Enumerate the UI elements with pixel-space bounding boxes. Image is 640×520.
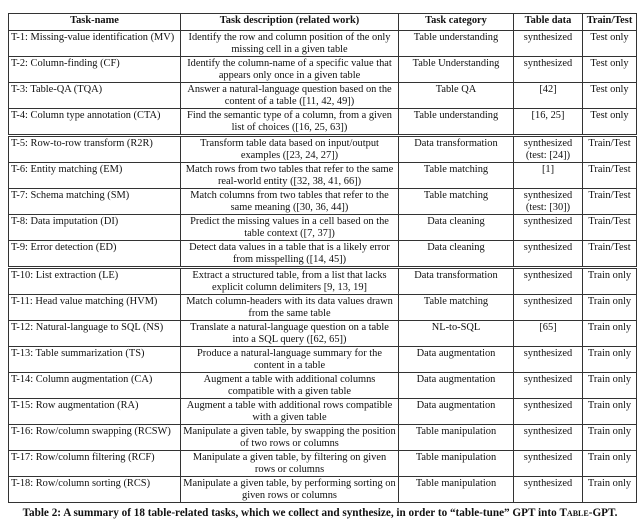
train-test-cell: Test only (583, 109, 637, 136)
task-name-cell: T-7: Schema matching (SM) (9, 189, 181, 215)
train-test-cell: Train only (583, 321, 637, 347)
table-data-cell: synthesized (514, 295, 583, 321)
task-description-cell: Manipulate a given table, by swapping the position of two rows or columns (181, 425, 399, 451)
task-summary-table (8, 13, 637, 503)
task-description-cell: Detect data values in a table that is a likely error from misspelling ([14, 45]) (181, 241, 399, 268)
table-row (9, 295, 637, 321)
task-category-cell: Table QA (399, 83, 514, 109)
task-name-cell: T-16: Row/column swapping (RCSW) (9, 425, 181, 451)
task-name-cell: T-14: Column augmentation (CA) (9, 373, 181, 399)
task-name-cell: T-3: Table-QA (TQA) (9, 83, 181, 109)
task-category-cell: Data cleaning (399, 241, 514, 268)
table-data-cell: [1] (514, 163, 583, 189)
train-test-cell: Test only (583, 57, 637, 83)
train-test-cell: Train only (583, 477, 637, 503)
task-category-cell: Data transformation (399, 136, 514, 163)
task-name-cell: T-2: Column-finding (CF) (9, 57, 181, 83)
table-data-cell: synthesized (514, 477, 583, 503)
table-data-cell: synthesized (514, 57, 583, 83)
task-category-cell: Table matching (399, 163, 514, 189)
task-description-cell: Transform table data based on input/output examples ([23, 24, 27]) (181, 136, 399, 163)
table-data-cell: [16, 25] (514, 109, 583, 136)
task-description-cell: Manipulate a given table, by performing sorting on given rows or columns (181, 477, 399, 503)
header-task-name: Task-name (9, 14, 181, 31)
task-category-cell: Table matching (399, 295, 514, 321)
task-category-cell: Table understanding (399, 31, 514, 57)
table-data-cell: synthesized (514, 399, 583, 425)
train-test-cell: Train only (583, 373, 637, 399)
task-name-cell: T-1: Missing-value identification (MV) (9, 31, 181, 57)
task-name-cell: T-12: Natural-language to SQL (NS) (9, 321, 181, 347)
train-test-cell: Train/Test (583, 189, 637, 215)
task-category-cell: Data augmentation (399, 347, 514, 373)
train-test-cell: Train/Test (583, 163, 637, 189)
table-row (9, 163, 637, 189)
table-data-cell: synthesized (514, 241, 583, 268)
table-row (9, 57, 637, 83)
task-name-cell: T-9: Error detection (ED) (9, 241, 181, 268)
header-task-description: Task description (related work) (181, 14, 399, 31)
train-test-cell: Train/Test (583, 215, 637, 241)
task-description-cell: Manipulate a given table, by filtering on given rows or columns (181, 451, 399, 477)
table-data-cell: synthesized (514, 425, 583, 451)
table-row (9, 136, 637, 163)
train-test-cell: Train only (583, 295, 637, 321)
table-row (9, 189, 637, 215)
task-name-cell: T-18: Row/column sorting (RCS) (9, 477, 181, 503)
header-table-data: Table data (514, 14, 583, 31)
task-description-cell: Match columns from two tables that refer to the same meaning ([30, 36, 44]) (181, 189, 399, 215)
train-test-cell: Train only (583, 347, 637, 373)
task-description-cell: Augment a table with additional rows compatible with a given table (181, 399, 399, 425)
table-row (9, 347, 637, 373)
task-category-cell: Table manipulation (399, 451, 514, 477)
task-category-cell: Table understanding (399, 109, 514, 136)
task-description-cell: Identify the column-name of a specific value that appears only once in a given table (181, 57, 399, 83)
task-category-cell: Data cleaning (399, 215, 514, 241)
table-body (9, 31, 637, 503)
table-row (9, 373, 637, 399)
task-description-cell: Translate a natural-language question on a table into a SQL query ([62, 65]) (181, 321, 399, 347)
task-category-cell: Data augmentation (399, 399, 514, 425)
task-name-cell: T-17: Row/column filtering (RCF) (9, 451, 181, 477)
task-description-cell: Identify the row and column position of the only missing cell in a given table (181, 31, 399, 57)
task-category-cell: Table matching (399, 189, 514, 215)
task-name-cell: T-4: Column type annotation (CTA) (9, 109, 181, 136)
table-data-cell: synthesized (514, 451, 583, 477)
task-category-cell: Table manipulation (399, 425, 514, 451)
task-name-cell: T-6: Entity matching (EM) (9, 163, 181, 189)
table-data-cell: synthesized (514, 373, 583, 399)
task-category-cell: Table Understanding (399, 57, 514, 83)
table-data-cell: synthesized (514, 31, 583, 57)
task-description-cell: Answer a natural-language question based on the content of a table ([11, 42, 49]) (181, 83, 399, 109)
table-data-cell: synthesized (514, 347, 583, 373)
caption-text: Table 2: A summary of 18 table-related tasks, which we collect and synthesize, in order to “table-tune” GPT into (22, 507, 560, 519)
table-row (9, 83, 637, 109)
table-row (9, 399, 637, 425)
train-test-cell: Train only (583, 268, 637, 295)
train-test-cell: Test only (583, 83, 637, 109)
task-description-cell: Match column-headers with its data values drawn from the same table (181, 295, 399, 321)
task-category-cell: Data augmentation (399, 373, 514, 399)
table-row (9, 477, 637, 503)
caption-system-name: Table-GPT. (559, 507, 618, 519)
task-name-cell: T-5: Row-to-row transform (R2R) (9, 136, 181, 163)
task-name-cell: T-8: Data imputation (DI) (9, 215, 181, 241)
header-train-test: Train/Test (583, 14, 637, 31)
header-task-category: Task category (399, 14, 514, 31)
train-test-cell: Train/Test (583, 136, 637, 163)
table-row (9, 215, 637, 241)
task-description-cell: Extract a structured table, from a list that lacks explicit column delimiters [9, 13, 19] (181, 268, 399, 295)
table-data-cell: synthesized (test: [24]) (514, 136, 583, 163)
table-row (9, 321, 637, 347)
train-test-cell: Test only (583, 31, 637, 57)
train-test-cell: Train only (583, 399, 637, 425)
table-data-cell: [42] (514, 83, 583, 109)
task-description-cell: Produce a natural-language summary for the content in a table (181, 347, 399, 373)
task-category-cell: Table manipulation (399, 477, 514, 503)
train-test-cell: Train/Test (583, 241, 637, 268)
table-row (9, 241, 637, 268)
table-data-cell: synthesized (test: [30]) (514, 189, 583, 215)
table-caption (0, 507, 640, 520)
table-row (9, 451, 637, 477)
table-data-cell: synthesized (514, 215, 583, 241)
task-category-cell: NL-to-SQL (399, 321, 514, 347)
table-row (9, 109, 637, 136)
table-data-cell: synthesized (514, 268, 583, 295)
task-name-cell: T-15: Row augmentation (RA) (9, 399, 181, 425)
task-name-cell: T-10: List extraction (LE) (9, 268, 181, 295)
table-row (9, 268, 637, 295)
task-description-cell: Find the semantic type of a column, from a given list of choices ([16, 25, 63]) (181, 109, 399, 136)
train-test-cell: Train only (583, 425, 637, 451)
table-row (9, 425, 637, 451)
task-category-cell: Data transformation (399, 268, 514, 295)
task-description-cell: Match rows from two tables that refer to the same real-world entity ([32, 38, 41, 66]) (181, 163, 399, 189)
table-data-cell: [65] (514, 321, 583, 347)
task-description-cell: Predict the missing values in a cell based on the table context ([7, 37]) (181, 215, 399, 241)
task-name-cell: T-13: Table summarization (TS) (9, 347, 181, 373)
task-description-cell: Augment a table with additional columns compatible with a given table (181, 373, 399, 399)
header-row (9, 14, 637, 31)
table-row (9, 31, 637, 57)
task-summary-table-container (8, 0, 636, 503)
train-test-cell: Train only (583, 451, 637, 477)
task-name-cell: T-11: Head value matching (HVM) (9, 295, 181, 321)
